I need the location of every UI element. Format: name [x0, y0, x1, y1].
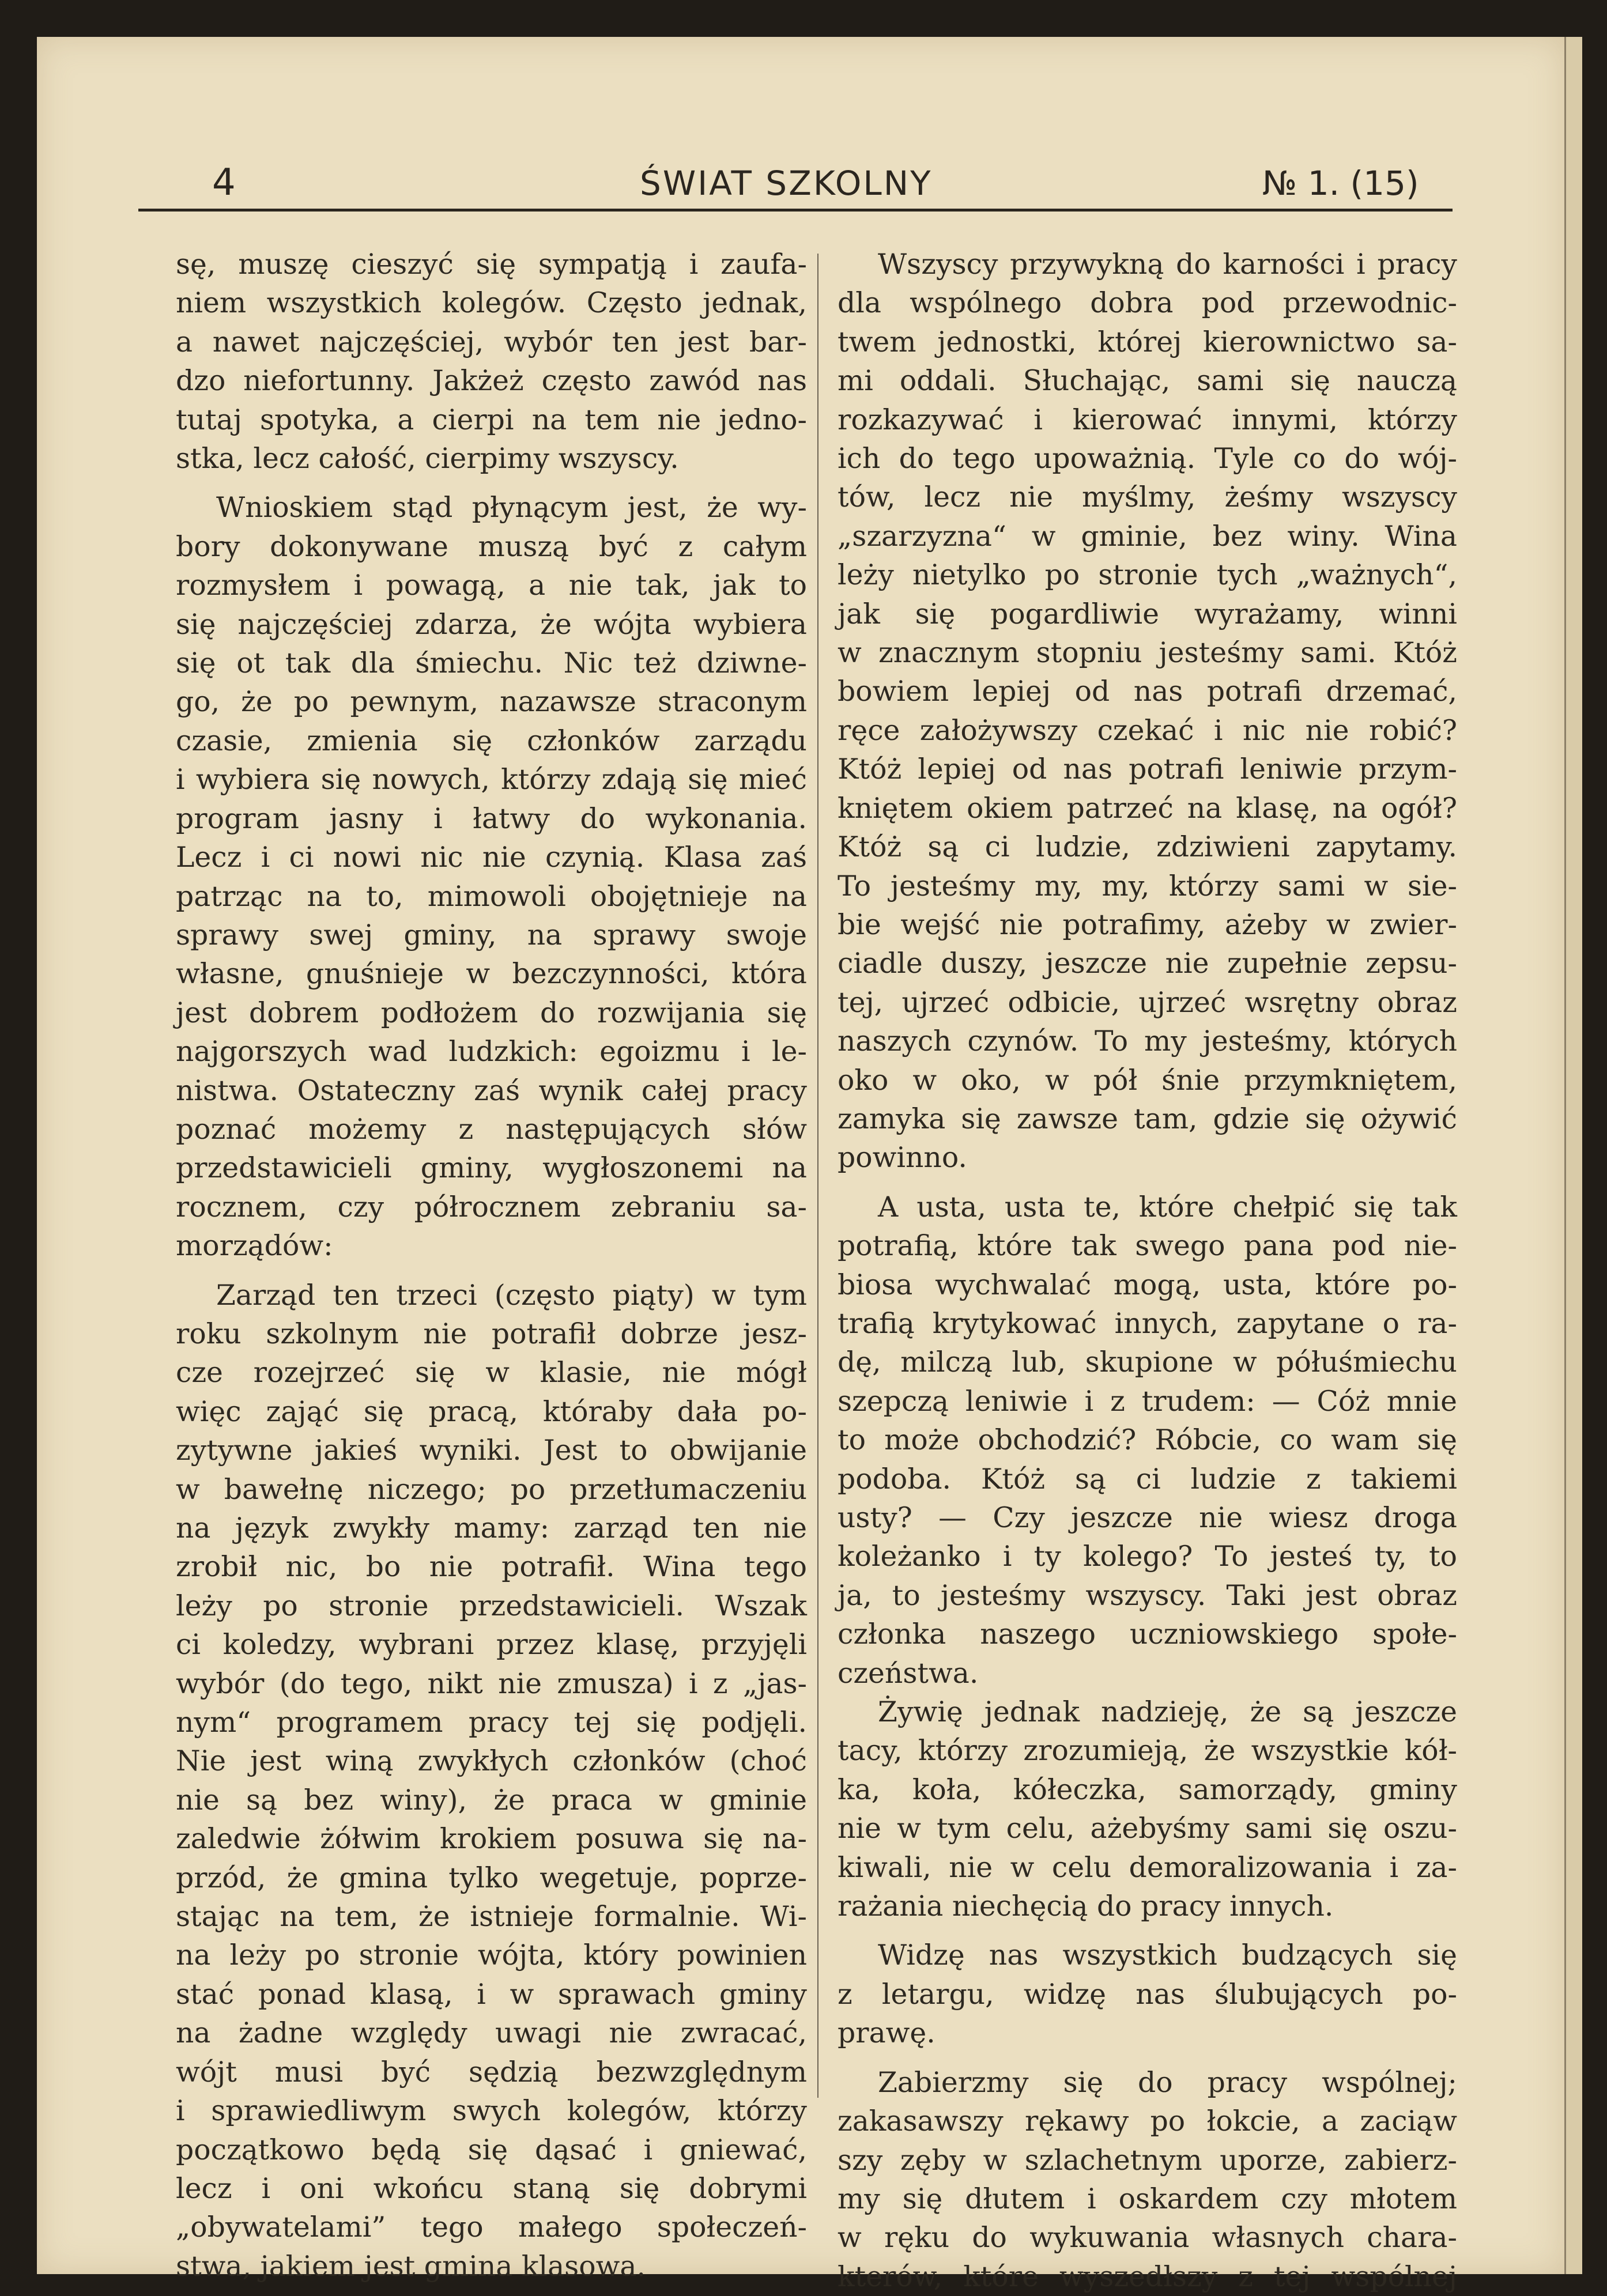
text-line: zakasawszy rękawy po łokcie, a zaciąw: [838, 2105, 1457, 2138]
text-line: własne, gnuśnieje w bezczynności, która: [176, 957, 807, 991]
text-line: członka naszego uczniowskiego społe-: [838, 1618, 1457, 1651]
text-line: tej, ujrzeć odbicie, ujrzeć wsrętny obraz: [838, 985, 1457, 1019]
text-line: się najczęściej zdarza, że wójta wybiera: [176, 607, 807, 641]
text-line: potrafią, które tak swego pana pod nie-: [838, 1229, 1457, 1263]
text-line: w ręku do wykuwania własnych chara-: [838, 2221, 1457, 2255]
text-line: przedstawicieli gminy, wygłoszonemi na: [176, 1151, 807, 1185]
text-line: zamyka się zawsze tam, gdzie się ożywić: [838, 1102, 1457, 1135]
text-line: usty? — Czy jeszcze nie wiesz droga: [838, 1501, 1457, 1534]
text-line: leży po stronie przedstawicieli. Wszak: [176, 1589, 807, 1622]
text-line: dla wspólnego dobra pod przewodnic-: [838, 286, 1457, 320]
text-line: morządów:: [176, 1229, 333, 1263]
newspaper-title: ŚWIAT SZKOLNY: [640, 164, 933, 203]
text-line: w bawełnę niczego; po przetłumaczeniu: [176, 1472, 807, 1506]
text-line: sprawy swej gminy, na sprawy swoje: [176, 918, 807, 951]
text-line: zaledwie żółwim krokiem posuwa się na-: [176, 1822, 807, 1856]
text-line: tów, lecz nie myślmy, żeśmy wszyscy: [838, 481, 1457, 514]
text-line: koleżanko i ty kolego? To jesteś ty, to: [838, 1540, 1457, 1573]
text-line: stać ponad klasą, i w sprawach gminy: [176, 1977, 807, 2011]
text-line: Nie jest winą zwykłych członków (choć: [176, 1744, 807, 1778]
text-line: powinno.: [838, 1141, 967, 1175]
text-line: jak się pogardliwie wyrażamy, winni: [838, 597, 1457, 630]
text-line: mi oddali. Słuchając, sami się nauczą: [838, 364, 1457, 398]
text-line: trafią krytykować innych, zapytane o ra-: [838, 1306, 1457, 1340]
text-line: szepczą leniwie i z trudem: — Cóż mnie: [838, 1384, 1457, 1418]
text-line: tacy, którzy zrozumieją, że wszystkie kół-: [838, 1734, 1457, 1768]
text-line: ci koledzy, wybrani przez klasę, przyjęli: [176, 1628, 807, 1661]
left-column: [176, 245, 807, 2286]
text-line: stając na tem, że istnieje formalnie. Wi-: [176, 1900, 807, 1934]
text-line: Żywię jednak nadzieję, że są jeszcze: [878, 1695, 1457, 1729]
text-line: stka, lecz całość, cierpimy wszyscy.: [176, 442, 679, 475]
text-line: patrząc na to, mimowoli obojętnieje na: [176, 879, 807, 913]
text-line: rozmysłem i powagą, a nie tak, jak to: [176, 569, 807, 602]
text-line: go, że po pewnym, nazawsze straconym: [176, 685, 807, 719]
text-line: rocznem, czy półrocznem zebraniu sa-: [176, 1190, 807, 1223]
text-line: A usta, usta te, które chełpić się tak: [878, 1190, 1457, 1223]
text-line: kniętem okiem patrzeć na klasę, na ogół?: [838, 791, 1457, 825]
text-line: na leży po stronie wójta, który powinien: [176, 1939, 807, 1972]
text-line: roku szkolnym nie potrafił dobrze jesz-: [176, 1317, 807, 1350]
text-line: „obywatelami” tego małego społeczeń-: [176, 2211, 807, 2244]
text-line: początkowo będą się dąsać i gniewać,: [176, 2133, 807, 2166]
text-line: ciadle duszy, jeszcze nie zupełnie zepsu-: [838, 947, 1457, 980]
text-line: sę, muszę cieszyć się sympatją i zaufa-: [176, 248, 807, 281]
text-line: stwa, jakiem jest gmina klasowa.: [176, 2249, 646, 2283]
text-line: na język zwykły mamy: zarząd ten nie: [176, 1512, 807, 1544]
text-line: dę, milczą lub, skupione w półuśmiechu: [838, 1346, 1457, 1379]
text-line: Zabierzmy się do pracy wspólnej;: [878, 2065, 1457, 2099]
text-line: nie w tym celu, ażebyśmy sami się oszu-: [838, 1812, 1457, 1845]
text-line: biosa wychwalać mogą, usta, które po-: [838, 1268, 1457, 1301]
text-line: Wnioskiem stąd płynącym jest, że wy-: [216, 491, 807, 524]
text-line: bie wejść nie potrafimy, ażeby w zwier-: [838, 908, 1457, 941]
text-line: „szarzyzna“ w gminie, bez winy. Wina: [838, 519, 1457, 553]
text-line: dzo niefortunny. Jakżeż często zawód nas: [176, 364, 807, 398]
text-line: więc zająć się pracą, któraby dała po-: [176, 1395, 807, 1428]
text-line: na żadne względy uwagi nie zwracać,: [176, 2016, 807, 2050]
text-line: szy zęby w szlachetnym uporze, zabierz-: [838, 2143, 1457, 2177]
text-line: niem wszystkich kolegów. Często jednak,: [176, 286, 807, 320]
text-line: leży nietylko po stronie tych „ważnych“,: [838, 558, 1457, 592]
text-line: rozkazywać i kierować innymi, którzy: [838, 403, 1457, 436]
text-line: Wszyscy przywykną do karności i pracy: [878, 248, 1457, 281]
text-line: oko w oko, w pół śnie przymkniętem,: [838, 1063, 1457, 1097]
text-line: Widzę nas wszystkich budzących się: [878, 1939, 1457, 1972]
text-line: wybór (do tego, nikt nie zmusza) i z „jas-: [176, 1667, 807, 1700]
text-line: wójt musi być sędzią bezwzględnym: [176, 2055, 807, 2089]
text-line: w znacznym stopniu jesteśmy sami. Któż: [838, 636, 1457, 670]
text-line: rażania niechęcią do pracy innych.: [838, 1890, 1334, 1923]
text-line: Któż są ci ludzie, zdziwieni zapytamy.: [838, 830, 1457, 864]
text-line: i wybiera się nowych, którzy zdają się mieć: [176, 763, 807, 796]
text-line: Zarząd ten trzeci (często piąty) w tym: [216, 1278, 807, 1312]
text-line: bory dokonywane muszą być z całym: [176, 530, 807, 563]
text-line: Któż lepiej od nas potrafi leniwie przym-: [838, 753, 1457, 786]
text-line: zrobił nic, bo nie potrafił. Wina tego: [176, 1550, 807, 1584]
text-line: przód, że gmina tylko wegetuje, poprze-: [176, 1861, 807, 1894]
text-line: poznać możemy z następujących słów: [176, 1112, 807, 1146]
column-divider: [817, 254, 818, 2098]
text-line: To jesteśmy my, my, którzy sami w sie-: [838, 869, 1457, 902]
text-line: to może obchodzić? Róbcie, co wam się: [838, 1423, 1457, 1457]
text-line: nie są bez winy), że praca w gminie: [176, 1783, 807, 1817]
text-line: i sprawiedliwym swych kolegów, którzy: [176, 2094, 807, 2128]
text-line: my się dłutem i oskardem czy młotem: [838, 2182, 1457, 2215]
text-line: jest dobrem podłożem do rozwijania się: [176, 996, 807, 1029]
issue-number: № 1. (15): [1262, 164, 1419, 203]
text-line: naszych czynów. To my jesteśmy, których: [838, 1025, 1457, 1058]
text-line: bowiem lepiej od nas potrafi drzemać,: [838, 675, 1457, 708]
text-line: podoba. Któż są ci ludzie z takiemi: [838, 1462, 1457, 1496]
text-line: program jasny i łatwy do wykonania.: [176, 802, 807, 835]
right-column: [838, 245, 1457, 2296]
text-line: najgorszych wad ludzkich: egoizmu i le-: [176, 1035, 807, 1068]
text-line: kterów, które wyszedłszy z tej wspólnej: [838, 2260, 1457, 2293]
text-line: twem jednostki, której kierownictwo sa-: [838, 325, 1457, 358]
page-number: 4: [212, 161, 236, 204]
text-line: lecz i oni wkońcu staną się dobrymi: [176, 2172, 807, 2205]
text-line: nym“ programem pracy tej się podjęli.: [176, 1706, 807, 1739]
text-line: zytywne jakieś wyniki. Jest to obwijanie: [176, 1434, 807, 1467]
text-line: ka, koła, kółeczka, samorządy, gminy: [838, 1773, 1457, 1806]
page-header: [138, 151, 1453, 212]
text-line: czeństwa.: [838, 1656, 979, 1690]
text-line: tutaj spotyka, a cierpi na tem nie jedno-: [176, 403, 807, 436]
text-line: się ot tak dla śmiechu. Nic też dziwne-: [176, 647, 807, 680]
text-line: Lecz i ci nowi nic nie czynią. Klasa zaś: [176, 841, 807, 874]
text-line: a nawet najczęściej, wybór ten jest bar-: [176, 325, 807, 358]
text-line: ich do tego upoważnią. Tyle co do wój-: [838, 442, 1457, 475]
text-line: kiwali, nie w celu demoralizowania i za-: [838, 1851, 1457, 1884]
text-line: cze rozejrzeć się w klasie, nie mógł: [176, 1356, 807, 1389]
text-line: prawę.: [838, 2016, 935, 2050]
next-page-edge: [1564, 37, 1582, 2274]
text-line: ja, to jesteśmy wszyscy. Taki jest obraz: [838, 1578, 1457, 1612]
text-line: ręce założywszy czekać i nic nie robić?: [838, 713, 1457, 747]
text-line: czasie, zmienia się członków zarządu: [176, 724, 807, 757]
text-line: z letargu, widzę nas ślubujących po-: [838, 1977, 1457, 2011]
text-line: nistwa. Ostateczny zaś wynik całej pracy: [176, 1074, 807, 1107]
